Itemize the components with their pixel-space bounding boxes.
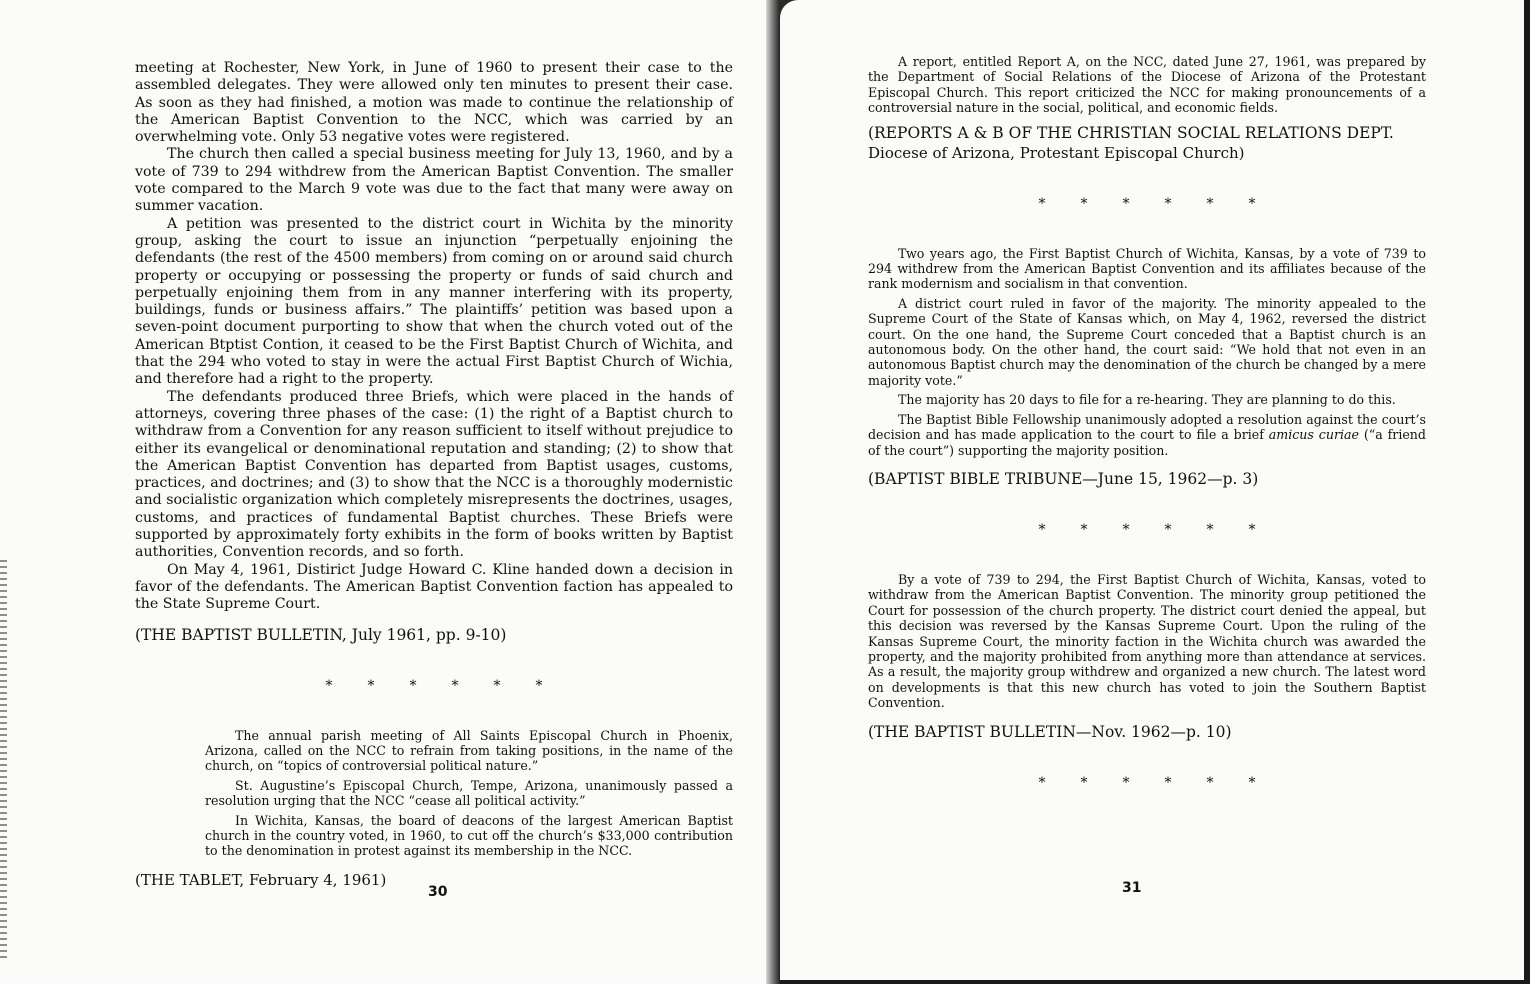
star: * (1080, 774, 1088, 791)
star: * (1038, 774, 1046, 791)
star: * (1206, 195, 1214, 212)
right-star-separator-2 (868, 522, 1426, 538)
right-quote-1: Two years ago, the First Baptist Church of Wichita, Kansas, by a vote of 739 to 294 withdrew from the American Baptist Convention and its affiliates because of the rank modernism and socialism in that convention. (868, 245, 1426, 292)
right-quote-5: By a vote of 739 to 294, the First Baptist Church of Wichita, Kansas, voted to withdraw from the American Baptist Convention. The minority group petitioned the Court for possession of the church property. The district court denied the appeal, but this decision was reversed by the Kansas Supreme Court. Upon the ruling of the Kansas Supreme Court, the minority faction in the Wichita church was awarded the property, and the majority prohibited from anything more than attendance at services. As a result, the majority group withdrew and organized a new church. The latest word on developments is that this new church has voted to join the Southern Baptist Convention. (868, 571, 1426, 711)
star: * (1248, 195, 1256, 212)
right-scan-edge (1524, 0, 1530, 984)
right-source-reports-line1: (REPORTS A & B OF THE CHRISTIAN SOCIAL RELATIONS DEPT. (868, 123, 1394, 142)
star: * (1122, 521, 1130, 538)
left-quote-3: In Wichita, Kansas, the board of deacons of the largest American Baptist church in the country voted, in 1960, to cut off the church’s $33,000 contribution to the denomination in protest against its membership in the NCC. (205, 812, 733, 859)
right-quote-block-1 (868, 246, 1426, 458)
left-paragraph-5: On May 4, 1961, Distirict Judge Howard C. Kline handed down a decision in favor of the defendants. The American Baptist Convention faction has appealed to the State Supreme Court. (135, 561, 733, 613)
right-quote-block-2 (868, 572, 1426, 711)
right-quote-2: A district court ruled in favor of the majority. The minority appealed to the Supreme Court of the State of Kansas which, on May 4, 1962, reversed the district court. On the one hand, the Supreme Court conceded that a Baptist church is an autonomous body. On the other hand, the court said: “We hold that not even in an autonomous Baptist church may the denomination of the church be changed by a mere majority vote.” (868, 295, 1426, 388)
star: * (1248, 521, 1256, 538)
left-quote-block (135, 728, 733, 859)
bottom-scan-edge (780, 980, 1530, 984)
star: * (325, 677, 333, 694)
right-quote-4 (868, 412, 1426, 458)
right-source-baptist-bulletin: (THE BAPTIST BULLETIN—Nov. 1962—p. 10) (868, 722, 1232, 741)
star: * (1122, 195, 1130, 212)
right-star-separator-1 (868, 196, 1426, 212)
star: * (1206, 774, 1214, 791)
star: * (409, 677, 417, 694)
star: * (1080, 195, 1088, 212)
amicus-curiae-italic: amicus curiae (1268, 427, 1359, 443)
right-text-column (868, 54, 1426, 825)
left-source-tablet: (THE TABLET, February 4, 1961) (135, 870, 387, 889)
left-star-separator (135, 678, 733, 694)
star: * (1038, 195, 1046, 212)
left-quote-2: St. Augustine’s Episcopal Church, Tempe, Arizona, unanimously passed a resolution urging that the NCC “cease all political activity.” (205, 777, 733, 809)
right-star-separator-3 (868, 775, 1426, 791)
star: * (1206, 521, 1214, 538)
left-paragraph-3: A petition was presented to the district court in Wichita by the minority group, asking the court to issue an injunction “perpetually enjoining the defendants (the rest of the 4500 members) from coming on or around said church property or occupying or possessing the property or funds of said church and perpetually enjoining them from in any manner interfering with its property, buildings, funds or business affairs.” The plaintiffs’ petition was based upon a seven-point document purporting to show that when the church voted out of the American Btptist Contion, it ceased to be the First Baptist Church of Wichita, and that the 294 who voted to stay in were the actual First Baptist Church of Wichia, and therefore had a right to the property. (135, 215, 733, 388)
book-gutter (766, 0, 780, 984)
star: * (1038, 521, 1046, 538)
page-number-left: 30 (428, 884, 448, 900)
left-text-column (135, 60, 733, 889)
star: * (1164, 195, 1172, 212)
right-quote-3: The majority has 20 days to file for a re-hearing. They are planning to do this. (898, 392, 1396, 408)
right-source-tribune: (BAPTIST BIBLE TRIBUNE—June 15, 1962—p. 3) (868, 469, 1259, 488)
right-page (780, 0, 1530, 984)
page-number-right: 31 (1122, 880, 1142, 896)
left-paragraph-1: meeting at Rochester, New York, in June of 1960 to present their case to the assembled delegates. They were allowed only ten minutes to present their case. As soon as they had finished, a motion was made to continue the relationship of the American Baptist Convention to the NCC, which was carried by an overwhelming vote. Only 53 negative votes were registered. (135, 60, 733, 146)
right-quote-4-end: (“a friend of the court”) supporting the majority position. (868, 427, 1426, 458)
right-source-reports-line2: Diocese of Arizona, Protestant Episcopal Church) (868, 143, 1245, 162)
star: * (1080, 521, 1088, 538)
left-quote-1: The annual parish meeting of All Saints Episcopal Church in Phoenix, Arizona, called on the NCC to refrain from taking positions, in the name of the church, on “topics of controversial political nature.” (205, 727, 733, 774)
star: * (1164, 774, 1172, 791)
left-paragraph-2: The church then called a special business meeting for July 13, 1960, and by a vote of 739 to 294 withdrew from the American Baptist Convention. The smaller vote compared to the March 9 vote was due to the fact that many were away on summer vacation. (135, 146, 733, 215)
right-quote-4-start: The Baptist Bible Fellowship unanimously adopted a resolution against the court’s decision and has made application to the court to file a brief (868, 411, 1426, 443)
scan-edge-marks (0, 560, 7, 960)
star: * (493, 677, 501, 694)
star: * (1248, 774, 1256, 791)
left-source-baptist-bulletin: (THE BAPTIST BULLETIN, July 1961, pp. 9-10) (135, 625, 507, 644)
star: * (535, 677, 543, 694)
star: * (367, 677, 375, 694)
star: * (451, 677, 459, 694)
left-paragraph-4: The defendants produced three Briefs, which were placed in the hands of attorneys, covering three phases of the case: (1) the right of a Baptist church to withdraw from a Convention for any reason sufficient to itself without prejudice to either its evangelical or denominational reputation and standing; (2) to show that the American Baptist Convention has departed from Baptist usages, customs, practices, and doctrines; and (3) to show that the NCC is a thoroughly modernistic and socialistic organization which completely misrepresents the doctrines, usages, customs, and practices of fundamental Baptist churches. These Briefs were supported by approximately forty exhibits in the form of books written by Baptist authorities, Convention records, and so forth. (135, 388, 733, 561)
star: * (1122, 774, 1130, 791)
right-intro-paragraph: A report, entitled Report A, on the NCC, dated June 27, 1961, was prepared by the Department of Social Relations of the Diocese of Arizona of the Protestant Episcopal Church. This report criticized the NCC for making pronouncements of a controversial nature in the social, political, and economic fields. (868, 54, 1426, 116)
star: * (1164, 521, 1172, 538)
